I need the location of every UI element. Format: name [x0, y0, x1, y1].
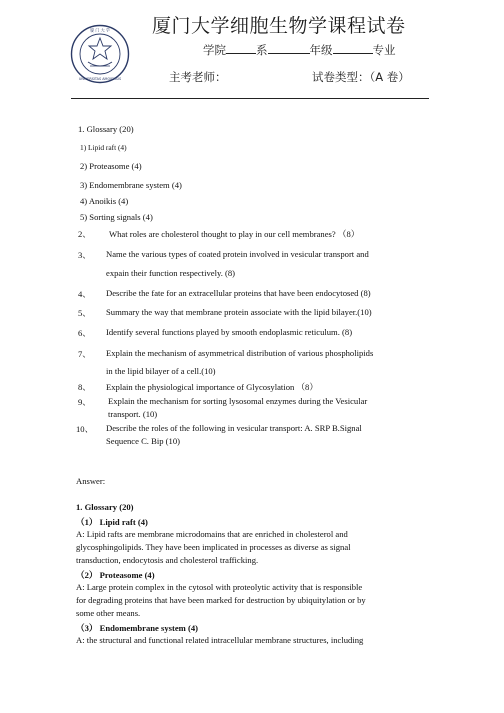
question-7-continued: in the lipid bilayer of a cell.(10) [106, 366, 216, 376]
question-3: Name the various types of coated protein involved in vesicular transport and [106, 249, 369, 259]
glossary-item-3: 3) Endomembrane system (4) [80, 180, 182, 190]
question-9-continued: transport. (10) [108, 409, 158, 419]
major-label: 专业 [372, 43, 396, 57]
glossary-item-5: 5) Sorting signals (4) [80, 212, 153, 222]
glossary-item-2: 2) Proteasome (4) [80, 161, 142, 171]
question-1: 1. Glossary (20) [78, 124, 134, 134]
question-6-number: 6、 [78, 328, 91, 338]
page-title: 厦门大学细胞生物学课程试卷 [152, 15, 406, 37]
answer-3-title: （3） Endomembrane system (4) [76, 623, 198, 633]
answer-2-line-3: some other means. [76, 608, 141, 618]
answer-2-line-1: A: Large protein complex in the cytosol with proteolytic activity that is responsible [76, 582, 363, 592]
answer-1-line-2: glycosphingolipids. They have been implicated in processes as diverse as signal [76, 542, 351, 552]
question-2: What roles are cholesterol thought to play in our cell membranes? （8） [109, 229, 360, 239]
answer-1-line-3: transduction, endocytosis and cholesterol trafficking. [76, 555, 259, 565]
school-label: 学院 [203, 43, 226, 57]
question-9-number: 9、 [78, 397, 91, 407]
svg-text:厦 门 大 学: 厦 门 大 学 [90, 27, 110, 33]
glossary-item-4: 4) Anoikis (4) [80, 196, 129, 206]
grade-blank [333, 43, 373, 54]
answer-2-line-2: for degrading proteins that have been marked for destruction by ubiquitylation or by [76, 595, 366, 605]
question-5-number: 5、 [78, 308, 91, 318]
question-6: Identify several functions played by smooth endoplasmic reticulum. (8) [106, 327, 353, 337]
department-label: 系 [256, 43, 268, 57]
answer-section-title: 1. Glossary (20) [76, 502, 134, 512]
question-4-number: 4、 [78, 289, 91, 299]
answer-2-title: （2） Proteasome (4) [76, 570, 155, 580]
question-3-continued: expain their function respectively. (8) [106, 268, 236, 278]
question-10: Describe the roles of the following in vesicular transport: A. SRP B.Signal [106, 423, 362, 433]
question-5: Summary the way that membrane protein associate with the lipid bilayer.(10) [106, 307, 372, 317]
svg-text:UNIVERSITAS AMOIENSIS: UNIVERSITAS AMOIENSIS [78, 77, 122, 81]
school-blank [226, 43, 256, 54]
department-blank [268, 43, 310, 54]
answer-1-line-1: A: Lipid rafts are membrane microdomains that are enriched in cholesterol and [76, 529, 348, 539]
grade-label: 年级 [309, 43, 333, 57]
question-3-number: 3、 [78, 250, 91, 260]
university-seal-logo [70, 24, 130, 84]
question-7-number: 7、 [78, 349, 91, 359]
question-9: Explain the mechanism for sorting lysosomal enzymes during the Vesicular [108, 396, 368, 406]
answer-3-line-1: A: the structural and functional related intracellular membrane structures, including [76, 635, 364, 645]
paper-type: 试卷类型：（A 卷） [312, 70, 410, 84]
question-7: Explain the mechanism of asymmetrical distribution of various phospholipids [106, 348, 374, 358]
school-line [203, 42, 396, 58]
question-2-number: 2、 [78, 229, 91, 239]
answer-1-title: （1） Lipid raft (4) [76, 517, 148, 527]
header-divider [71, 98, 429, 99]
question-8-number: 8、 [78, 382, 91, 392]
question-4: Describe the fate for an extracellular proteins that have been endocytosed (8) [106, 288, 371, 298]
question-8: Explain the physiological importance of Glycosylation （8） [106, 382, 318, 392]
question-10-continued: Sequence C. Bip (10) [106, 436, 180, 446]
answer-heading: Answer: [76, 476, 106, 486]
question-10-number: 10、 [76, 424, 94, 434]
glossary-item-1: 1) Lipid raft (4) [80, 143, 127, 152]
teacher-label: 主考老师： [169, 70, 227, 84]
